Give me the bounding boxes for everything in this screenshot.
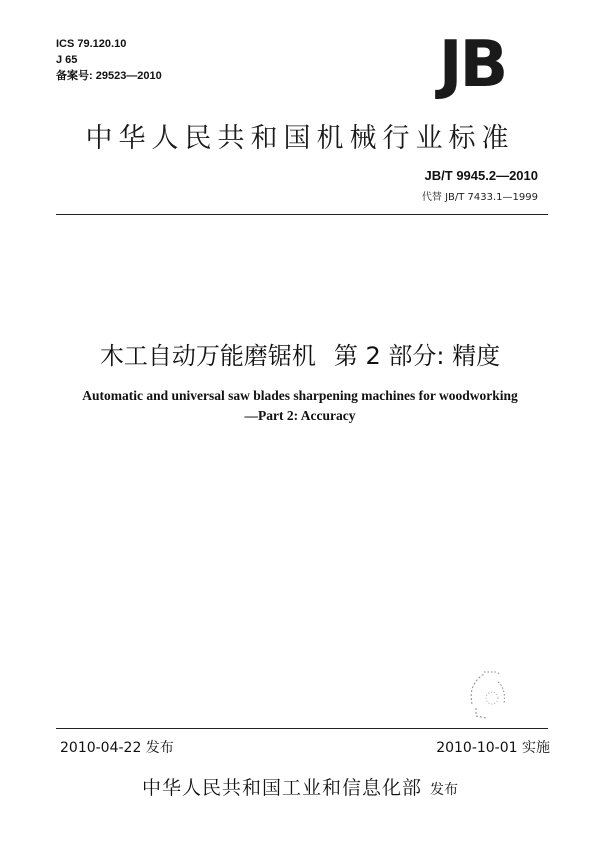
jb-logo: JB [438, 28, 506, 102]
implement-date: 2010-10-01 实施 [436, 740, 550, 756]
english-title [0, 386, 600, 426]
replaced-standard: 代替 JB/T 7433.1—1999 [421, 192, 538, 203]
publisher-name: 中华人民共和国工业和信息化部 [141, 777, 422, 799]
standard-code: JB/T 9945.2—2010 [424, 168, 538, 183]
chinese-title-main: 木工自动万能磨锯机 [99, 342, 316, 370]
chinese-title-part: 第 2 部分: 精度 [333, 342, 501, 370]
english-title-line-2: —Part 2: Accuracy [244, 408, 356, 423]
issue-date: 2010-04-22 发布 [60, 740, 174, 756]
ics-code: ICS 79.120.10 [56, 38, 127, 50]
bottom-divider [56, 728, 548, 729]
classification-block [56, 36, 162, 84]
publisher-action: 发布 [430, 782, 458, 798]
chinese-title [0, 336, 600, 371]
top-divider [56, 214, 548, 215]
seal-stamp-icon [462, 664, 522, 724]
ccs-code: J 65 [56, 54, 78, 66]
standard-category-title: 中华人民共和国机械行业标准 [85, 123, 515, 154]
publisher-line [0, 773, 600, 800]
record-number: 备案号: 29523—2010 [56, 70, 162, 82]
english-title-line-1: Automatic and universal saw blades sharpening machines for woodworking [82, 388, 518, 403]
